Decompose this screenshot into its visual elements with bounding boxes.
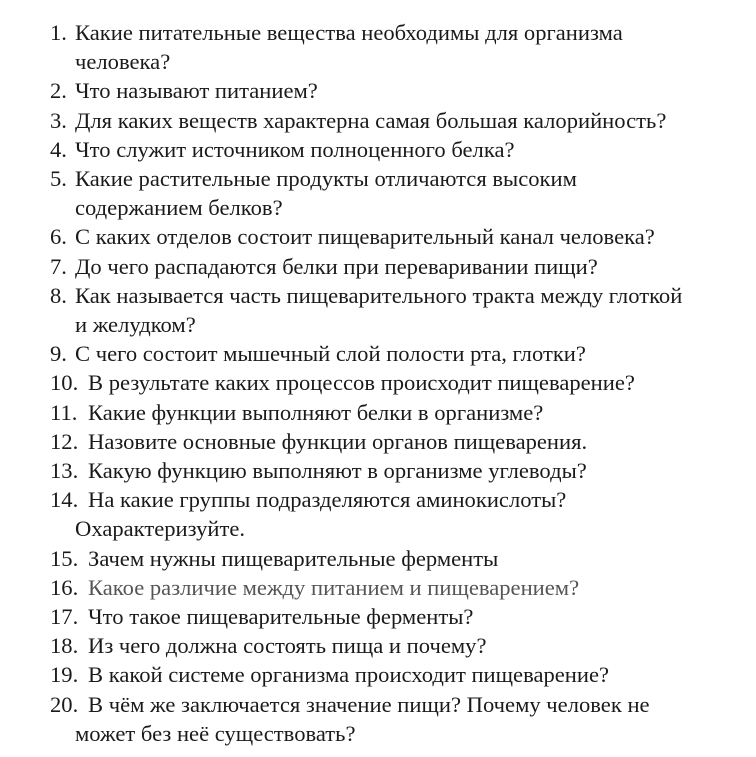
question-item: [0, 485, 756, 514]
question-item: [0, 398, 756, 427]
question-number: 17.: [50, 604, 79, 630]
question-item: [0, 106, 756, 135]
question-text: В результате каких процессов происходит пищеварение?: [88, 370, 635, 396]
question-item: [0, 281, 756, 310]
question-number: 5.: [50, 166, 67, 192]
question-item: [0, 660, 756, 689]
question-number: 18.: [50, 633, 79, 659]
question-text-continued: человека?: [75, 49, 171, 75]
question-text: Какое различие между питанием и пищеварением?: [88, 574, 580, 600]
question-number: 14.: [50, 487, 79, 513]
question-number: 1.: [50, 20, 67, 45]
question-item: [0, 339, 756, 368]
question-item: [0, 222, 756, 251]
question-text-continued: Охарактеризуйте.: [75, 516, 246, 542]
question-number: 7.: [50, 253, 67, 279]
question-number: 11.: [50, 399, 78, 425]
question-number: 8.: [50, 282, 67, 308]
question-text: С чего состоит мышечный слой полости рта, глотки?: [75, 341, 586, 367]
question-item: [0, 164, 756, 193]
question-item: [0, 544, 756, 573]
question-text: Какую функцию выполняют в организме углеводы?: [88, 458, 587, 484]
question-number: 13.: [50, 458, 79, 484]
question-text: С каких отделов состоит пищеварительный канал человека?: [75, 224, 655, 250]
question-text: На какие группы подразделяются аминокислоты?: [88, 487, 567, 513]
question-text: Как называется часть пищеварительного тракта между глоткой: [75, 282, 683, 308]
question-item: [0, 76, 756, 105]
question-text: Какие питательные вещества необходимы для организма: [75, 20, 623, 45]
question-item: [0, 427, 756, 456]
question-text: Назовите основные функции органов пищеварения.: [88, 428, 588, 454]
question-number: 4.: [50, 136, 67, 162]
question-item: [0, 690, 756, 719]
question-item: [0, 631, 756, 660]
question-number: 9.: [50, 341, 67, 367]
question-text: В какой системе организма происходит пищеварение?: [88, 662, 610, 688]
question-item: [0, 135, 756, 164]
question-text: Что служит источником полноценного белка?: [75, 136, 515, 162]
question-number: 16.: [50, 574, 79, 600]
question-text: До чего распадаются белки при переваривании пищи?: [75, 253, 598, 279]
question-text-continued: содержанием белков?: [75, 195, 283, 221]
question-text-continued: может без неё существовать?: [75, 720, 356, 746]
question-text: В чём же заключается значение пищи? Почему человек не: [88, 691, 650, 717]
question-text: Зачем нужны пищеварительные ферменты: [88, 545, 499, 571]
question-text: Из чего должна состоять пища и почему?: [88, 633, 487, 659]
question-number: 15.: [50, 545, 79, 571]
question-item: [0, 602, 756, 631]
question-item: [0, 252, 756, 281]
question-number: 19.: [50, 662, 79, 688]
question-number: 12.: [50, 428, 79, 454]
question-text: Какие функции выполняют белки в организме?: [88, 399, 544, 425]
question-number: 10.: [50, 370, 79, 396]
question-number: 6.: [50, 224, 67, 250]
question-item: [0, 573, 756, 602]
question-item: [0, 18, 756, 47]
question-item: [0, 368, 756, 397]
question-list: [0, 18, 756, 748]
question-text: Что называют питанием?: [75, 78, 318, 104]
question-text: Для каких веществ характерна самая большая калорийность?: [75, 107, 667, 133]
question-number: 20.: [50, 691, 79, 717]
question-text: Какие растительные продукты отличаются высоким: [75, 166, 577, 192]
question-number: 2.: [50, 78, 67, 104]
question-text: Что такое пищеварительные ферменты?: [88, 604, 474, 630]
question-text-continued: и желудком?: [75, 312, 196, 338]
question-number: 3.: [50, 107, 67, 133]
question-item: [0, 456, 756, 485]
